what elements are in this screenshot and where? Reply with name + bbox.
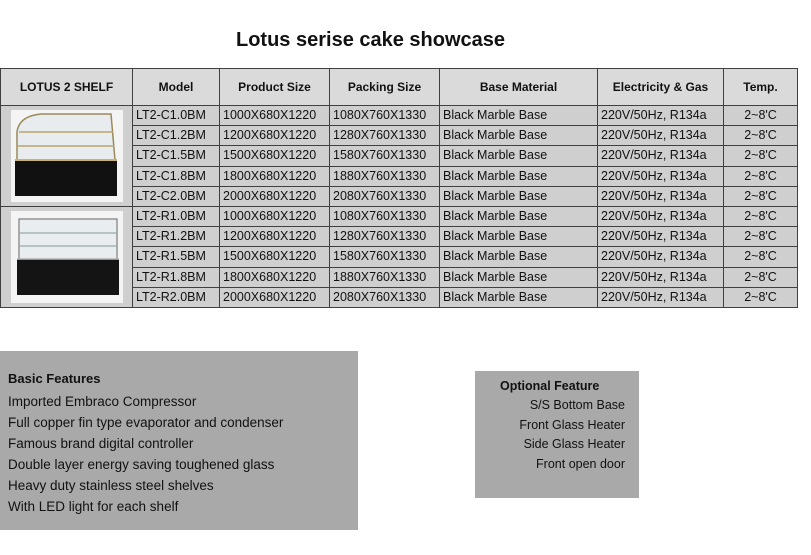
optional-feature-heading: Optional Feature	[500, 379, 600, 393]
cell-product-size: 1000X680X1220	[220, 106, 330, 126]
optional-feature-list	[475, 396, 625, 474]
cell-model: LT2-R1.5BM	[133, 247, 220, 267]
header-series: LOTUS 2 SHELF	[1, 69, 133, 106]
cell-product-size: 1500X680X1220	[220, 146, 330, 166]
cell-temp: 2~8'C	[724, 227, 798, 247]
list-item: With LED light for each shelf	[8, 499, 179, 514]
cell-packing-size: 1880X760X1330	[330, 166, 440, 186]
cell-electricity-gas: 220V/50Hz, R134a	[598, 206, 724, 226]
cell-packing-size: 1580X760X1330	[330, 247, 440, 267]
cell-model: LT2-C1.2BM	[133, 126, 220, 146]
cell-product-size: 1800X680X1220	[220, 166, 330, 186]
cell-base-material: Black Marble Base	[440, 227, 598, 247]
cell-packing-size: 1580X760X1330	[330, 146, 440, 166]
cell-packing-size: 1280X760X1330	[330, 126, 440, 146]
list-item: Side Glass Heater	[523, 437, 625, 451]
cell-electricity-gas: 220V/50Hz, R134a	[598, 126, 724, 146]
cell-product-size: 1200X680X1220	[220, 126, 330, 146]
cell-packing-size: 1280X760X1330	[330, 227, 440, 247]
cell-temp: 2~8'C	[724, 186, 798, 206]
cell-electricity-gas: 220V/50Hz, R134a	[598, 267, 724, 287]
cell-temp: 2~8'C	[724, 247, 798, 267]
cell-packing-size: 1080X760X1330	[330, 106, 440, 126]
header-packing-size: Packing Size	[330, 69, 440, 106]
cell-base-material: Black Marble Base	[440, 247, 598, 267]
product-image-cell	[1, 206, 133, 307]
cell-base-material: Black Marble Base	[440, 206, 598, 226]
cell-model: LT2-C1.0BM	[133, 106, 220, 126]
cell-electricity-gas: 220V/50Hz, R134a	[598, 287, 724, 307]
cell-product-size: 2000X680X1220	[220, 287, 330, 307]
list-item: Double layer energy saving toughened glass	[8, 457, 275, 472]
cell-base-material: Black Marble Base	[440, 126, 598, 146]
list-item: Famous brand digital controller	[8, 436, 194, 451]
cell-base-material: Black Marble Base	[440, 146, 598, 166]
basic-features-heading: Basic Features	[8, 371, 101, 386]
cell-electricity-gas: 220V/50Hz, R134a	[598, 247, 724, 267]
cell-product-size: 1800X680X1220	[220, 267, 330, 287]
cell-electricity-gas: 220V/50Hz, R134a	[598, 146, 724, 166]
cell-packing-size: 1880X760X1330	[330, 267, 440, 287]
cell-temp: 2~8'C	[724, 126, 798, 146]
cell-electricity-gas: 220V/50Hz, R134a	[598, 106, 724, 126]
table-row	[1, 206, 798, 226]
cell-model: LT2-C1.5BM	[133, 146, 220, 166]
table-header-row	[1, 69, 798, 106]
cell-product-size: 1200X680X1220	[220, 227, 330, 247]
table-row	[1, 106, 798, 126]
cell-temp: 2~8'C	[724, 166, 798, 186]
basic-features-list	[8, 391, 283, 517]
cell-packing-size: 1080X760X1330	[330, 206, 440, 226]
cell-product-size: 2000X680X1220	[220, 186, 330, 206]
basic-features-panel	[0, 351, 358, 530]
list-item: Front Glass Heater	[519, 417, 625, 432]
product-image-cell	[1, 106, 133, 207]
cell-model: LT2-C2.0BM	[133, 186, 220, 206]
cell-temp: 2~8'C	[724, 267, 798, 287]
optional-feature-panel	[475, 371, 639, 498]
cell-temp: 2~8'C	[724, 106, 798, 126]
cell-base-material: Black Marble Base	[440, 106, 598, 126]
cell-model: LT2-R1.8BM	[133, 267, 220, 287]
cell-model: LT2-C1.8BM	[133, 166, 220, 186]
cell-packing-size: 2080X760X1330	[330, 186, 440, 206]
cell-electricity-gas: 220V/50Hz, R134a	[598, 166, 724, 186]
header-temp: Temp.	[724, 69, 798, 106]
spec-table	[0, 68, 798, 308]
header-model: Model	[133, 69, 220, 106]
cell-product-size: 1500X680X1220	[220, 247, 330, 267]
curved-showcase-image	[11, 110, 123, 202]
list-item: S/S Bottom Base	[529, 398, 625, 412]
cell-temp: 2~8'C	[724, 206, 798, 226]
cell-temp: 2~8'C	[724, 287, 798, 307]
cell-model: LT2-R2.0BM	[133, 287, 220, 307]
right-angle-showcase-image	[11, 211, 123, 303]
list-item: Heavy duty stainless steel shelves	[8, 478, 214, 493]
cell-temp: 2~8'C	[724, 146, 798, 166]
header-product-size: Product Size	[220, 69, 330, 106]
cell-base-material: Black Marble Base	[440, 186, 598, 206]
cell-model: LT2-R1.0BM	[133, 206, 220, 226]
cell-electricity-gas: 220V/50Hz, R134a	[598, 186, 724, 206]
cell-electricity-gas: 220V/50Hz, R134a	[598, 227, 724, 247]
page-title: Lotus serise cake showcase	[236, 29, 506, 51]
cell-base-material: Black Marble Base	[440, 287, 598, 307]
list-item: Front open door	[536, 456, 625, 471]
cell-model: LT2-R1.2BM	[133, 227, 220, 247]
table-body	[1, 106, 798, 308]
cell-base-material: Black Marble Base	[440, 166, 598, 186]
cell-product-size: 1000X680X1220	[220, 206, 330, 226]
header-base-material: Base Material	[440, 69, 598, 106]
list-item: Imported Embraco Compressor	[8, 394, 197, 409]
cell-packing-size: 2080X760X1330	[330, 287, 440, 307]
cell-base-material: Black Marble Base	[440, 267, 598, 287]
header-electricity-gas: Electricity & Gas	[598, 69, 724, 106]
list-item: Full copper fin type evaporator and condenser	[8, 415, 284, 430]
